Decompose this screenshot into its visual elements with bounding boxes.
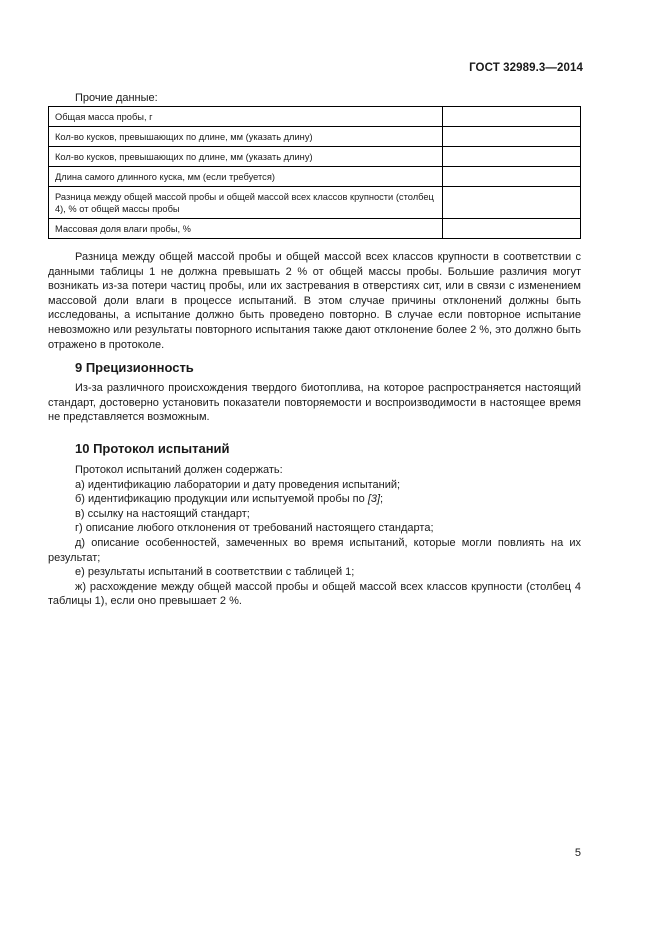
section-9-title: 9 Прецизионность: [75, 360, 194, 375]
row-label: Длина самого длинного куска, мм (если требуется): [49, 167, 443, 187]
section-9-paragraph: [48, 381, 581, 425]
row-label: Массовая доля влаги пробы, %: [49, 219, 443, 239]
row-value: [442, 167, 580, 187]
list-item: в) ссылку на настоящий стандарт;: [75, 507, 250, 520]
row-value: [442, 219, 580, 239]
row-label: Кол-во кусков, превышающих по длине, мм (указать длину): [49, 147, 443, 167]
other-data-table: [48, 106, 581, 239]
row-label: Разница между общей массой пробы и общей массой всех классов крупности (столбец 4), % от общей массы пробы: [49, 187, 443, 219]
section-9-text: Из-за различного происхождения твердого биотоплива, на которое распространяется настоящий стандарт, достоверно установить показатели повторяемости и воспроизводимости в настоящее время не представляется возможным.: [48, 382, 581, 424]
list-item: д) описание особенностей, замеченных во время испытаний, которые могли повлиять на их результат;: [48, 536, 581, 564]
table-row: [49, 127, 581, 147]
row-value: [442, 107, 580, 127]
row-value: [442, 127, 580, 147]
list-item: ж) расхождение между общей массой пробы и общей массой всех классов крупности (столбец 4 таблицы 1), если оно превышает 2 %.: [48, 580, 581, 608]
list-item: а) идентификацию лаборатории и дату проведения испытаний;: [75, 478, 401, 491]
list-item: г) описание любого отклонения от требований настоящего стандарта;: [75, 522, 434, 535]
list-item-text: б) идентификацию продукции или испытуемой пробы по: [75, 493, 365, 506]
page-number: 5: [574, 847, 581, 859]
difference-paragraph: [48, 250, 581, 352]
table-row: [49, 147, 581, 167]
list-lead: Протокол испытаний должен содержать:: [75, 464, 283, 476]
list-item: [48, 492, 581, 507]
other-data-intro: Прочие данные:: [75, 92, 158, 104]
table-row: [49, 187, 581, 219]
table-row: [49, 167, 581, 187]
row-value: [442, 187, 580, 219]
section-10-title: 10 Протокол испытаний: [75, 441, 230, 456]
reference-link[interactable]: [3]: [367, 493, 381, 506]
section-10-list: [48, 463, 581, 609]
document-header-id: ГОСТ 32989.3—2014: [469, 62, 583, 74]
table-row: [49, 219, 581, 239]
table-row: [49, 107, 581, 127]
list-item: е) результаты испытаний в соответствии с таблицей 1;: [75, 566, 355, 579]
list-item-tail: ;: [380, 493, 384, 506]
row-value: [442, 147, 580, 167]
row-label: Общая масса пробы, г: [49, 107, 443, 127]
row-label: Кол-во кусков, превышающих по длине, мм (указать длину): [49, 127, 443, 147]
difference-text: Разница между общей массой пробы и общей массой всех классов крупности в соответствии с данными таблицы 1 не должна превышать 2 % от общей массы пробы. Большие различия могут возникать из-за потери частиц пробы, или их застревания в отверстиях сит, или в связи с изменением массовой доли влаги в процессе испытаний. В этом случае причины отклонений должны быть исследованы, а испытание должно быть проведено повторно. В случае если повторное испытание невозможно или результаты повторного испытания также дают отклонение более 2 %, это должно быть отражено в протоколе.: [48, 251, 581, 351]
